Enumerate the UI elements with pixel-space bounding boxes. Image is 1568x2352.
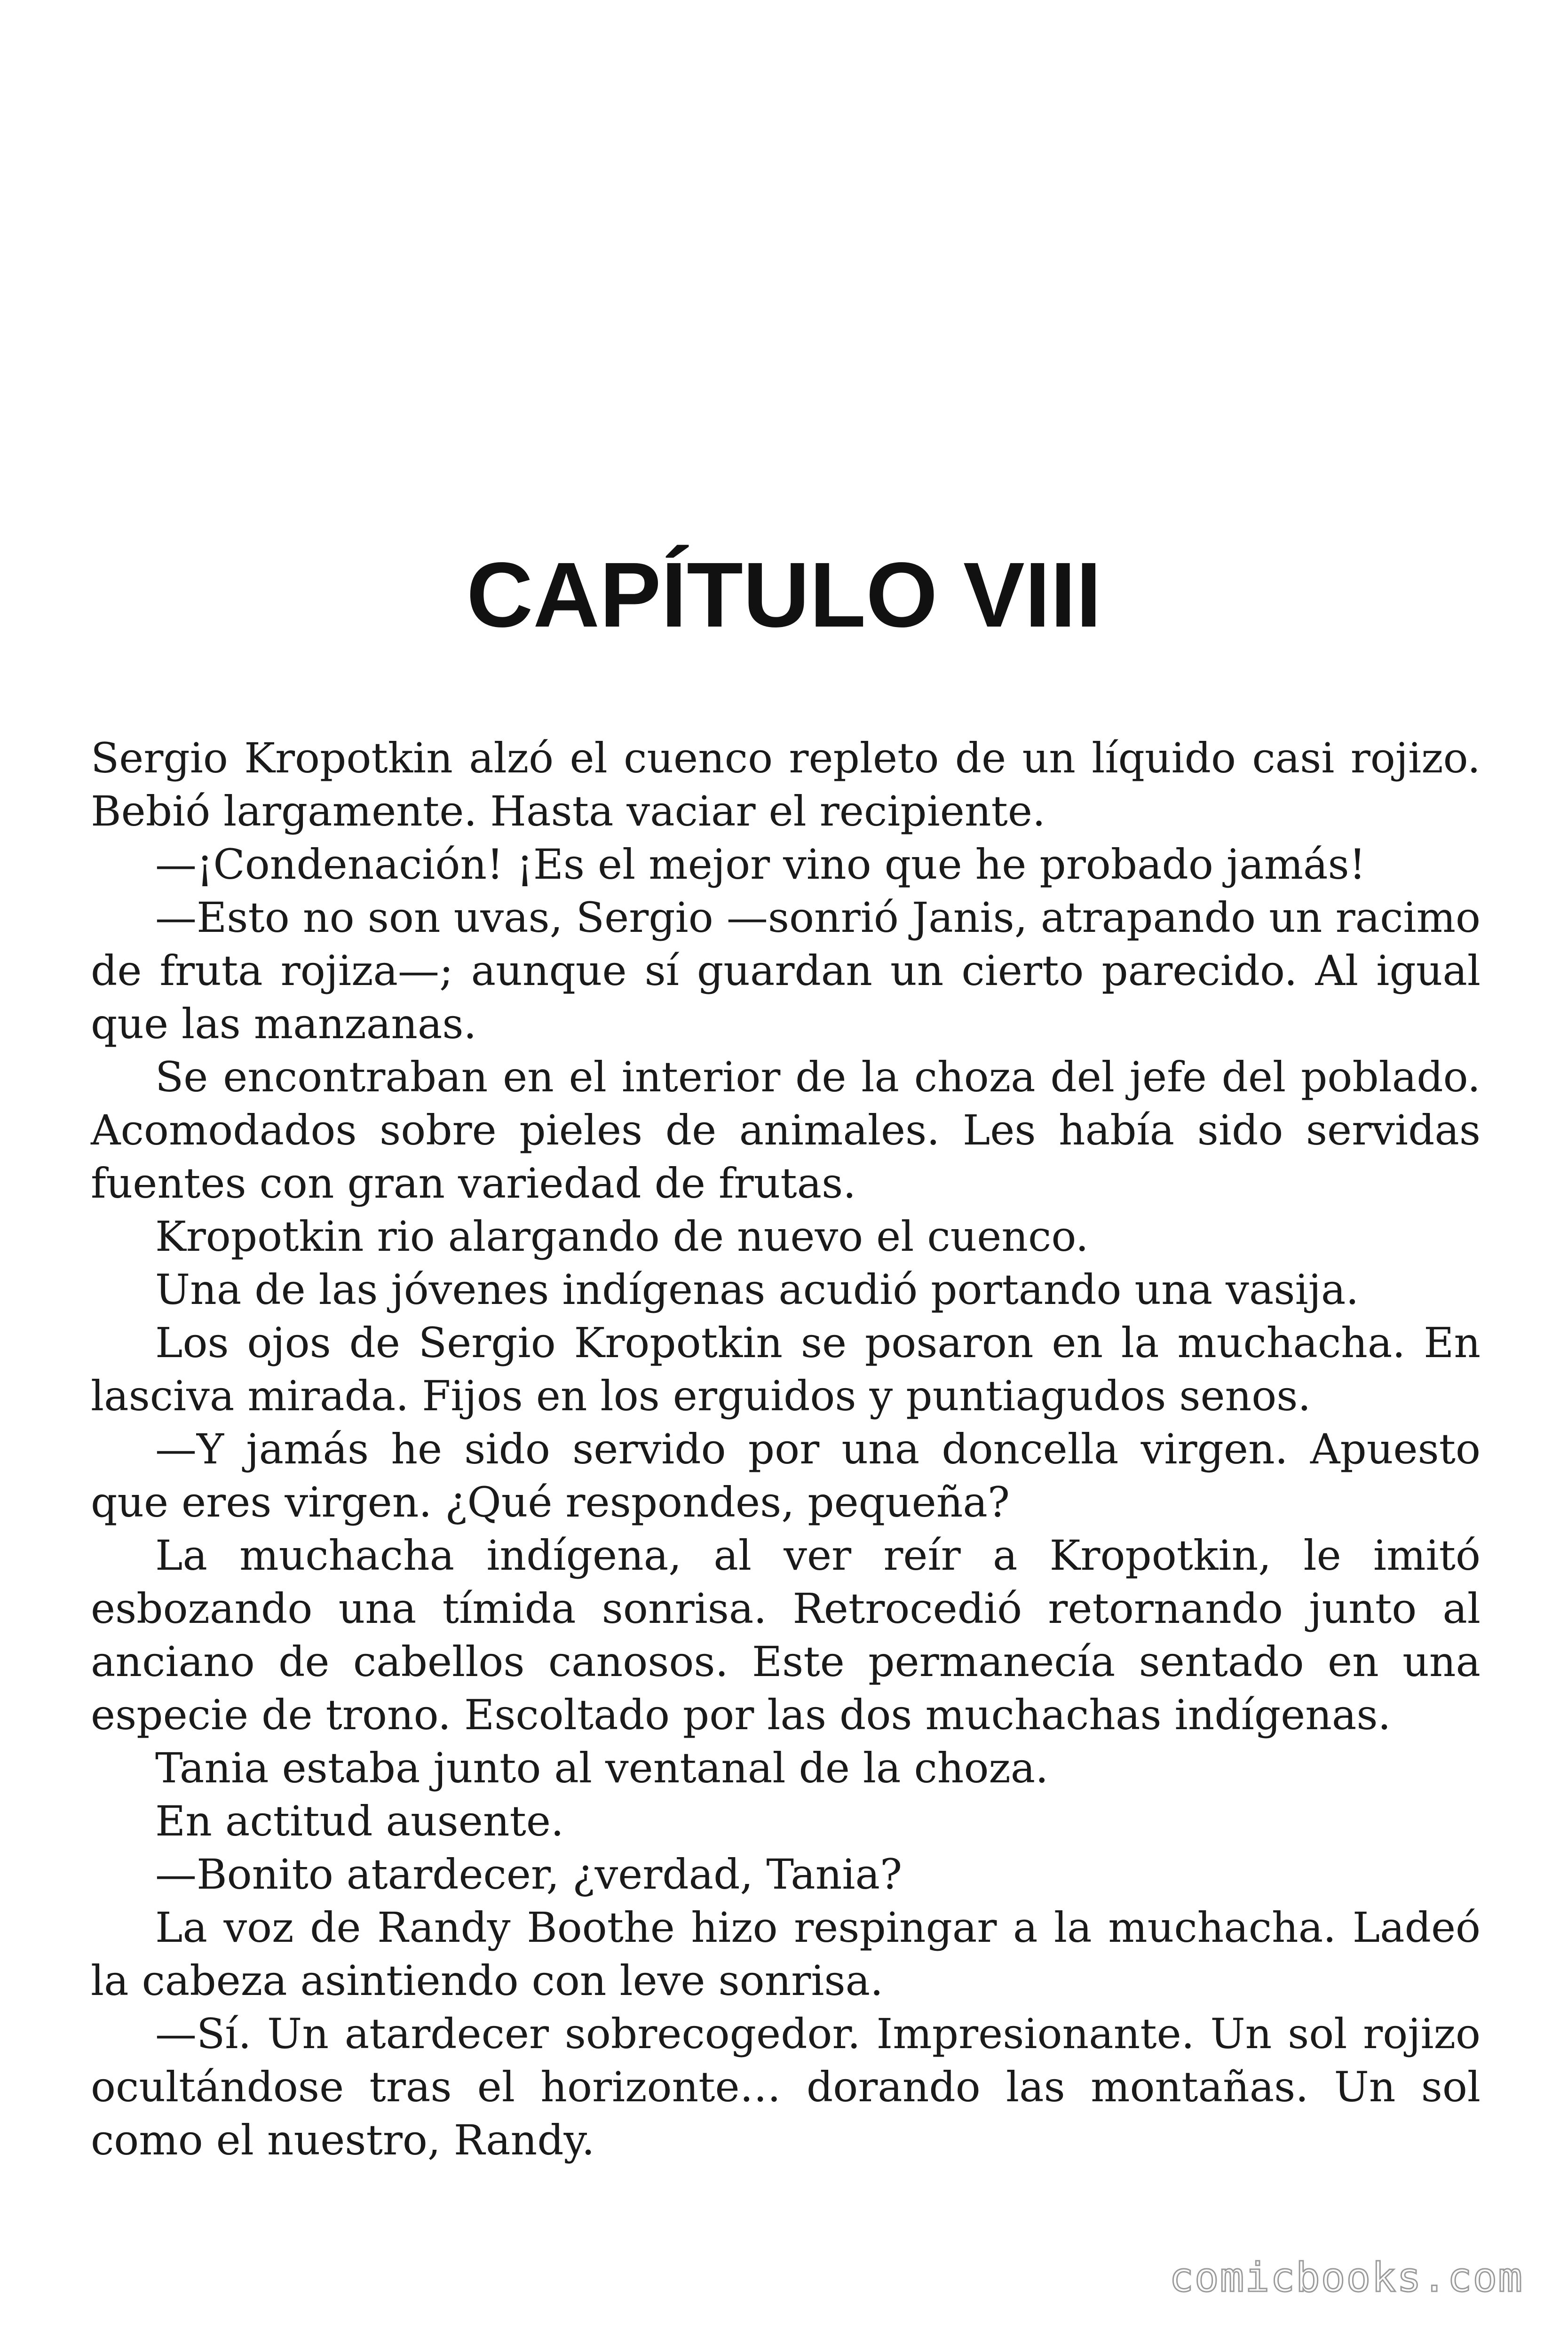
paragraph: —Bonito atardecer, ¿verdad, Tania? — [155, 1850, 903, 1899]
paragraph: La muchacha indígena, al ver reír a Kropotkin, le imitó esbozando una tímida sonrisa. Retrocedió retornando junto al anciano de cabellos canosos. Este permanecía sentado en una especie de trono. Escoltado por las dos muchachas indígenas. — [91, 1531, 1481, 1739]
paragraph: Kropotkin rio alargando de nuevo el cuenco. — [155, 1212, 1089, 1261]
paragraph: —¡Condenación! ¡Es el mejor vino que he probado jamás! — [155, 840, 1366, 889]
paragraph: —Esto no son uvas, Sergio —sonrió Janis, atrapando un racimo de fruta rojiza—; aunque sí guardan un cierto parecido. Al igual que las manzanas. — [91, 893, 1481, 1048]
paragraph: Los ojos de Sergio Kropotkin se posaron en la muchacha. En lasciva mirada. Fijos en los erguidos y puntiagudos senos. — [91, 1319, 1481, 1420]
watermark: comicbooks.com — [1169, 2254, 1523, 2301]
paragraph: Sergio Kropotkin alzó el cuenco repleto de un líquido casi rojizo. Bebió largamente. Hasta vaciar el recipiente. — [91, 734, 1481, 835]
paragraph: La voz de Randy Boothe hizo respingar a la muchacha. Ladeó la cabeza asintiendo con leve sonrisa. — [91, 1903, 1481, 2005]
paragraph: —Y jamás he sido servido por una doncella virgen. Apuesto que eres virgen. ¿Qué respondes, pequeña? — [91, 1425, 1481, 1526]
paragraph: Se encontraban en el interior de la choza del jefe del poblado. Acomodados sobre pieles de animales. Les había sido servidas fuentes con gran variedad de frutas. — [91, 1053, 1481, 1208]
paragraph: —Sí. Un atardecer sobrecogedor. Impresionante. Un sol rojizo ocultándose tras el horizonte… dorando las montañas. Un sol como el nuestro, Randy. — [91, 2010, 1481, 2164]
paragraph: Una de las jóvenes indígenas acudió portando una vasija. — [155, 1265, 1359, 1314]
paragraph: En actitud ausente. — [155, 1797, 564, 1845]
chapter-title: CAPÍTULO VIII — [466, 543, 1102, 646]
paragraph: Tania estaba junto al ventanal de la choza. — [155, 1744, 1049, 1792]
chapter-body — [91, 731, 1481, 2167]
